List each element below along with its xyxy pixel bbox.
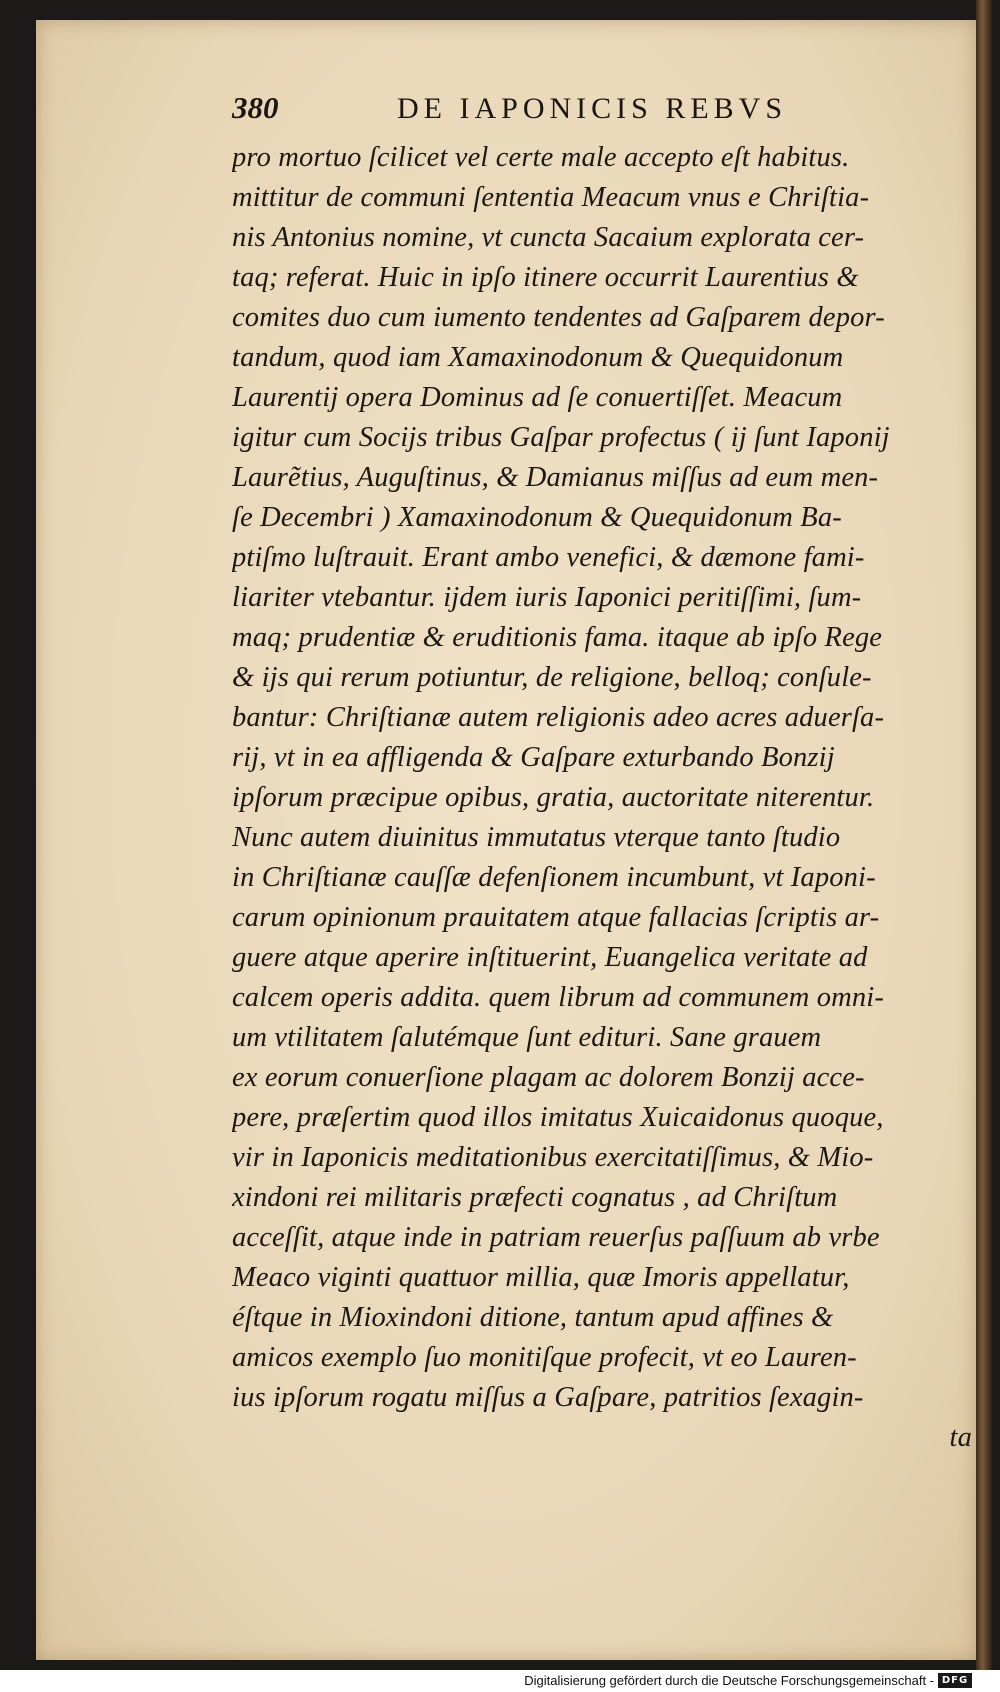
- text-line: rij, vt in ea affligenda & Gaſpare exturbando Bonzij: [232, 742, 835, 773]
- text-line: vir in Iaponicis meditationibus exercitatiſſimus, & Mio-: [232, 1142, 874, 1173]
- text-line: liariter vtebantur. ijdem iuris Iaponici peritiſſimi, ſum-: [232, 582, 862, 613]
- text-line: Laurentij opera Dominus ad ſe conuertiſſet. Meacum: [232, 382, 843, 413]
- catchword: ta: [949, 1422, 972, 1453]
- body-text: [232, 138, 972, 1458]
- text-line: ſe Decembri ) Xamaxinodonum & Quequidonum Ba-: [232, 502, 842, 533]
- text-line: xindoni rei militaris præfecti cognatus , ad Chriſtum: [232, 1182, 838, 1213]
- page-number: 380: [232, 90, 279, 125]
- running-head: DE IAPONICIS REBVS: [397, 92, 788, 125]
- text-line: ex eorum conuerſione plagam ac dolorem Bonzij acce-: [232, 1062, 865, 1093]
- text-line: taq; referat. Huic in ipſo itinere occurrit Laurentius &: [232, 262, 859, 293]
- text-line: tandum, quod iam Xamaxinodonum & Quequidonum: [232, 342, 844, 373]
- footer-credit: Digitalisierung gefördert durch die Deutsche Forschungsgemeinschaft -: [524, 1673, 934, 1688]
- text-line: um vtilitatem ſalutémque ſunt edituri. Sane grauem: [232, 1022, 822, 1053]
- text-line: ptiſmo luſtrauit. Erant ambo venefici, & dæmone fami-: [232, 542, 865, 573]
- text-line: & ijs qui rerum potiuntur, de religione, belloq; conſule-: [232, 662, 872, 693]
- page-header: [232, 90, 972, 138]
- book-edge: [976, 0, 992, 1670]
- text-line: Nunc autem diuinitus immutatus vterque tanto ſtudio: [232, 822, 841, 853]
- text-line: Laurẽtius, Auguſtinus, & Damianus miſſus ad eum men-: [232, 462, 879, 493]
- text-line: acceſſit, atque inde in patriam reuerſus paſſuum ab vrbe: [232, 1222, 880, 1253]
- text-line: mittitur de communi ſententia Meacum vnus e Chriſtia-: [232, 182, 870, 213]
- text-line: nis Antonius nomine, vt cuncta Sacaium explorata cer-: [232, 222, 865, 253]
- text-line: in Chriſtianæ cauſſæ defenſionem incumbunt, vt Iaponi-: [232, 862, 876, 893]
- text-line: comites duo cum iumento tendentes ad Gaſparem depor-: [232, 302, 885, 333]
- text-line: pere, præſertim quod illos imitatus Xuicaidonus quoque,: [232, 1102, 884, 1133]
- text-line: Meaco viginti quattuor millia, quæ Imoris appellatur,: [232, 1262, 850, 1293]
- text-line: bantur: Chriſtianæ autem religionis adeo acres aduerſa-: [232, 702, 885, 733]
- text-line: éſtque in Mioxindoni ditione, tantum apud affines &: [232, 1302, 834, 1333]
- dfg-logo: DFG: [938, 1673, 972, 1688]
- text-line: igitur cum Socijs tribus Gaſpar profectus ( ij ſunt Iaponij: [232, 422, 890, 453]
- text-line: carum opinionum prauitatem atque fallacias ſcriptis ar-: [232, 902, 880, 933]
- text-line: calcem operis addita. quem librum ad communem omni-: [232, 982, 884, 1013]
- footer-bar: [0, 1670, 1000, 1692]
- text-line: ipſorum præcipue opibus, gratia, auctoritate niterentur.: [232, 782, 875, 813]
- text-line: guere atque aperire inſtituerint, Euangelica veritate ad: [232, 942, 868, 973]
- text-line: pro mortuo ſcilicet vel certe male accepto eſt habitus.: [232, 142, 850, 173]
- text-line: ius ipſorum rogatu miſſus a Gaſpare, patritios ſexagin-: [232, 1382, 864, 1413]
- text-line: amicos exemplo ſuo monitiſque profecit, vt eo Lauren-: [232, 1342, 857, 1373]
- text-line: maq; prudentiæ & eruditionis fama. itaque ab ipſo Rege: [232, 622, 883, 653]
